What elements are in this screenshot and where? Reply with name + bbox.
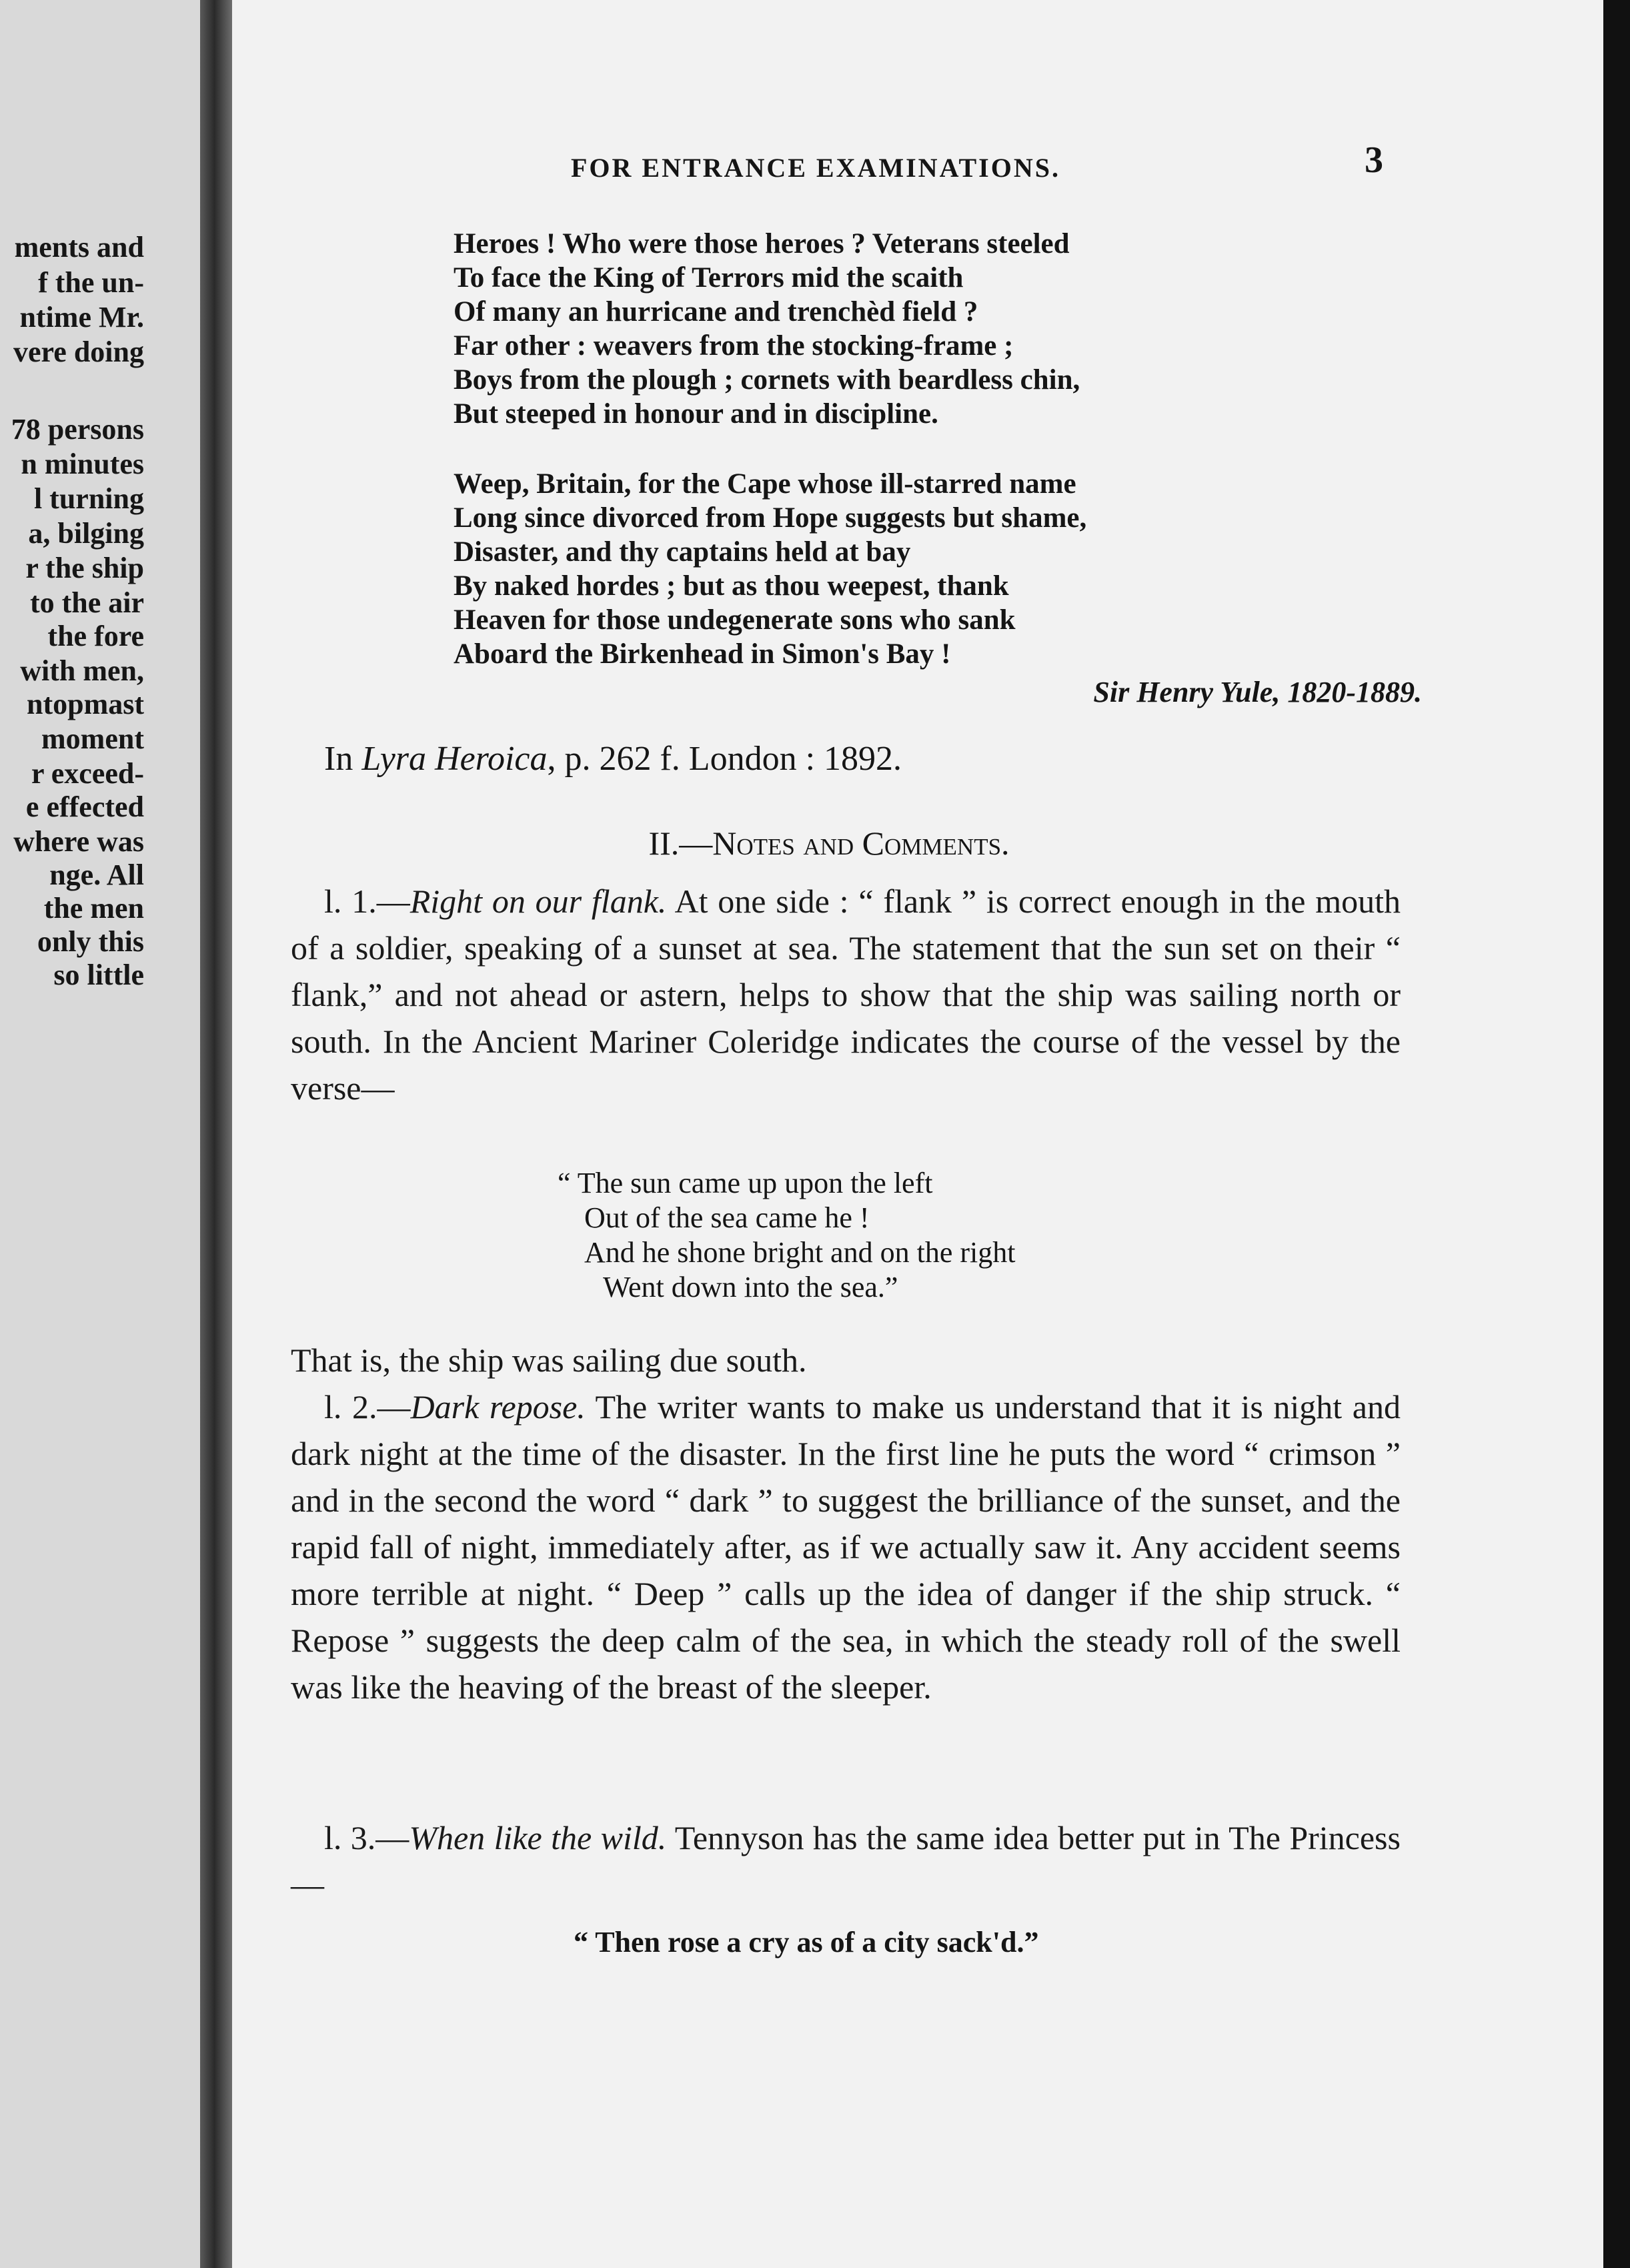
poem-line: Long since divorced from Hope suggests but shame,	[454, 502, 1087, 534]
left-line: 78 persons	[11, 413, 144, 446]
note-text: The writer wants to make us understand that it is night and dark night at the time of the disaster. In the first line he puts the word “ crimson ” and in the second the word “ dark ” to suggest the brilliance of the sunset, and the rapid fall of night, immediately after, as if we actually saw it. Any accident seems more terrible at night. “ Deep ” calls up the idea of danger if the ship struck. “ Repose ” suggests the deep calm of the sea, in which the steady roll of the swell was like the heaving of the breast of the sleeper.	[291, 1388, 1401, 1706]
quote-line: And he shone bright and on the right	[584, 1236, 1016, 1269]
poem-line: Boys from the plough ; cornets with beardless chin,	[454, 364, 1080, 396]
left-line: only this	[37, 925, 144, 958]
left-line: ntopmast	[26, 688, 144, 720]
left-line: e effected	[25, 790, 144, 823]
poem-line: Disaster, and thy captains held at bay	[454, 536, 911, 568]
left-line: f the un-	[38, 266, 144, 299]
poem-stanza-2	[454, 467, 1086, 671]
left-line: moment	[41, 722, 144, 755]
left-line: to the air	[29, 586, 144, 619]
note-line-3	[291, 1814, 1401, 1908]
left-line: the fore	[47, 620, 144, 652]
left-line: n minutes	[21, 448, 144, 480]
left-page-fragment	[0, 0, 200, 2268]
left-line: l turning	[33, 482, 144, 515]
left-line: the men	[43, 892, 144, 925]
poem-line: To face the King of Terrors mid the scaith	[454, 262, 964, 294]
note-label: l. 1.—	[324, 883, 410, 920]
left-line: ntime Mr.	[19, 301, 144, 334]
source-title: Lyra Heroica	[361, 740, 548, 778]
note-line-1	[291, 878, 1401, 1111]
poem-line: Far other : weavers from the stocking-frame ;	[454, 330, 1014, 362]
left-line: r exceed-	[31, 757, 144, 790]
book-spine	[200, 0, 232, 2268]
note-label: l. 2.—	[324, 1388, 411, 1426]
note-reference: When like the wild.	[409, 1819, 667, 1856]
note-line-2	[291, 1383, 1401, 1710]
section-title: II.—Notes and Comments.	[648, 824, 1010, 862]
book-page	[232, 0, 1603, 2268]
poem-stanza-1	[454, 227, 1080, 431]
note-reference: Right on our flank.	[410, 883, 667, 920]
source-details: , p. 262 f. London : 1892.	[547, 740, 902, 778]
source-prefix: In	[324, 740, 362, 778]
left-line: r the ship	[25, 552, 144, 584]
note-reference: Dark repose.	[410, 1388, 586, 1426]
poem-attribution: Sir Henry Yule, 1820-1889.	[1093, 676, 1422, 708]
poem-line: Aboard the Birkenhead in Simon's Bay !	[454, 638, 951, 670]
note-label: l. 3.—	[324, 1819, 410, 1856]
quote-line: Went down into the sea.”	[603, 1271, 898, 1303]
quote-line: “ The sun came up upon the left	[558, 1167, 933, 1199]
left-line: vere doing	[13, 336, 144, 368]
quote-line: Out of the sea came he !	[584, 1201, 870, 1234]
poem-line: But steeped in honour and in discipline.	[454, 398, 938, 430]
poem-line: Heroes ! Who were those heroes ? Veterans steeled	[454, 228, 1070, 259]
left-line: where was	[13, 825, 144, 858]
running-header: FOR ENTRANCE EXAMINATIONS.	[571, 153, 1060, 183]
poem-line: By naked hordes ; but as thou weepest, thank	[454, 570, 1009, 602]
page-number: 3	[1365, 139, 1383, 181]
poem-line: Of many an hurricane and trenchèd field ?	[454, 296, 978, 328]
note-text: Tennyson has the same idea better put in The Princess—	[291, 1819, 1401, 1903]
left-line: nge. All	[49, 859, 144, 891]
left-line: so little	[53, 959, 144, 991]
tennyson-quote: “ Then rose a cry as of a city sack'd.”	[574, 1926, 1039, 1958]
source-citation	[324, 739, 902, 778]
poem-line: Weep, Britain, for the Cape whose ill-starred name	[454, 468, 1076, 500]
scan-edge	[1603, 0, 1630, 2268]
note-text: At one side : “ flank ” is correct enough in the mouth of a soldier, speaking of a sunset at sea. The statement that the sun set on their “ flank,” and not ahead or astern, helps to show that the ship was sailing north or south. In the Ancient Mariner Coleridge indicates the course of the vessel by the verse—	[291, 883, 1401, 1107]
left-line: with men,	[20, 654, 144, 687]
note-conclusion: That is, the ship was sailing due south.	[291, 1341, 807, 1379]
left-line: a, bilging	[28, 517, 144, 550]
left-line: ments and	[14, 231, 144, 263]
coleridge-quote	[558, 1166, 1015, 1305]
poem-line: Heaven for those undegenerate sons who sank	[454, 604, 1016, 636]
